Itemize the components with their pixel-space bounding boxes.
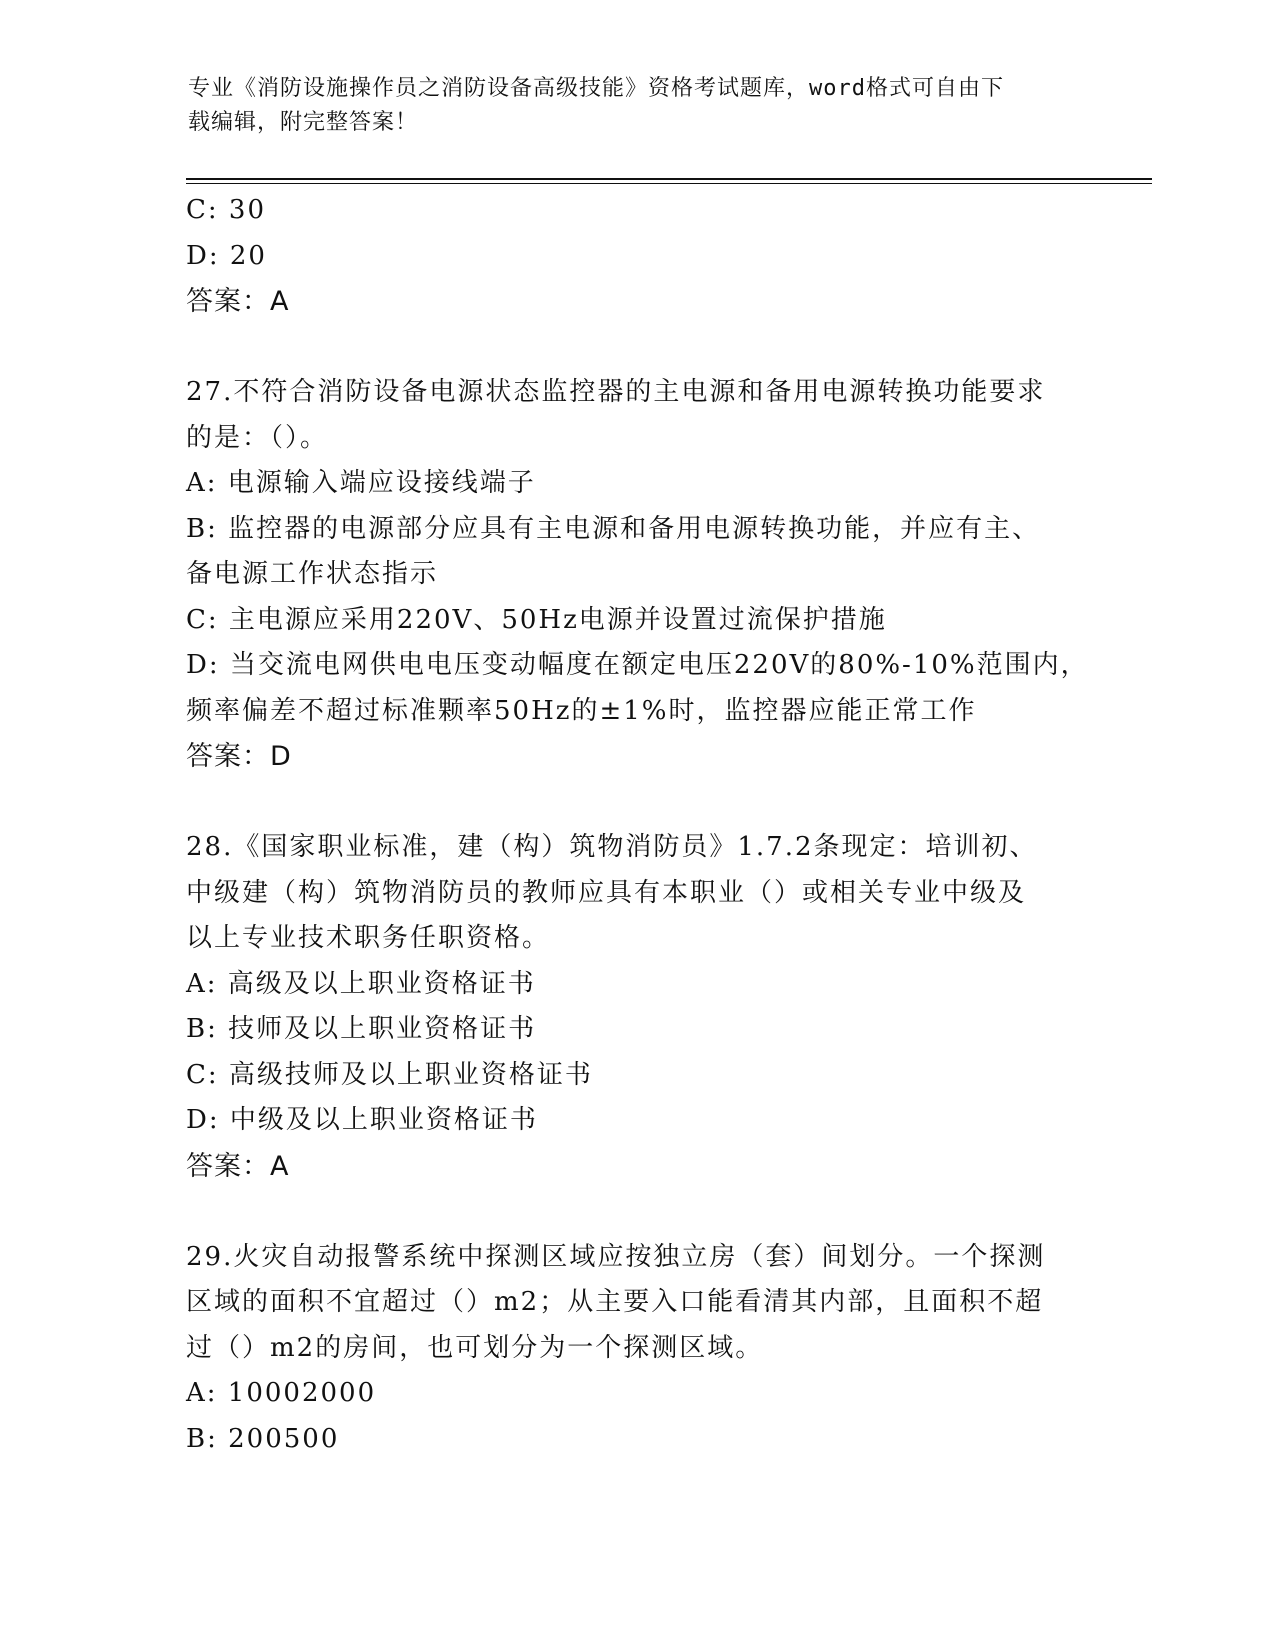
option-c: C: 30 — [186, 195, 267, 225]
spacer — [186, 325, 1086, 371]
option-d: D: 中级及以上职业资格证书 — [186, 1105, 538, 1135]
answer-line: 答案：A — [186, 1150, 290, 1182]
question-stem-cont: 区域的面积不宜超过（）m2；从主要入口能看清其内部，且面积不超 — [186, 1287, 1044, 1317]
header-line-1: 专业《消防设施操作员之消防设备高级技能》资格考试题库，word格式可自由下 — [188, 76, 1004, 101]
option-a: A: 10002000 — [186, 1378, 377, 1408]
question-29 — [186, 1235, 1086, 1463]
question-stem: 29.火灾自动报警系统中探测区域应按独立房（套）间划分。一个探测 — [186, 1241, 1046, 1272]
option-a: A: 电源输入端应设接线端子 — [186, 468, 536, 498]
spacer — [186, 780, 1086, 826]
option-d: D: 20 — [186, 240, 267, 271]
option-b-cont: 备电源工作状态指示 — [186, 559, 439, 589]
header-divider-thin — [186, 183, 1152, 184]
question-stem: 28.《国家职业标准，建（构）筑物消防员》1.7.2条现定：培训初、 — [186, 832, 1038, 862]
option-b: B: 技师及以上职业资格证书 — [186, 1014, 537, 1044]
question-list — [186, 188, 1089, 1462]
question-stem-cont: 中级建（构）筑物消防员的教师应具有本职业（）或相关专业中级及 — [186, 877, 1027, 908]
option-c: C: 主电源应采用220V、50Hz电源并设置过流保护措施 — [186, 604, 887, 635]
question-27 — [186, 370, 1089, 780]
header-line-2: 载编辑，附完整答案！ — [188, 110, 419, 135]
answer-line: 答案：D — [186, 741, 292, 772]
option-a: A: 高级及以上职业资格证书 — [186, 968, 536, 999]
previous-question-tail — [186, 188, 1086, 325]
header-divider-thick — [186, 178, 1152, 180]
option-b: B: 监控器的电源部分应具有主电源和备用电源转换功能，并应有主、 — [186, 513, 1041, 544]
document-header — [188, 72, 1068, 140]
spacer — [186, 1189, 1086, 1235]
question-stem-cont: 的是：（）。 — [186, 422, 329, 453]
option-c: C: 高级技师及以上职业资格证书 — [186, 1059, 593, 1090]
option-b: B: 200500 — [186, 1423, 340, 1454]
answer-line: 答案：A — [186, 286, 290, 317]
question-stem-cont: 过（）m2的房间，也可划分为一个探测区域。 — [186, 1332, 764, 1363]
option-d-cont: 频率偏差不超过标准颗率50Hz的±1%时，监控器应能正常工作 — [186, 695, 977, 726]
question-stem: 27.不符合消防设备电源状态监控器的主电源和备用电源转换功能要求 — [186, 377, 1046, 407]
question-28 — [186, 825, 1086, 1189]
question-stem-cont: 以上专业技术职务任职资格。 — [186, 923, 551, 953]
option-d: D: 当交流电网供电电压变动幅度在额定电压220V的80%-10%范围内， — [186, 650, 1089, 680]
